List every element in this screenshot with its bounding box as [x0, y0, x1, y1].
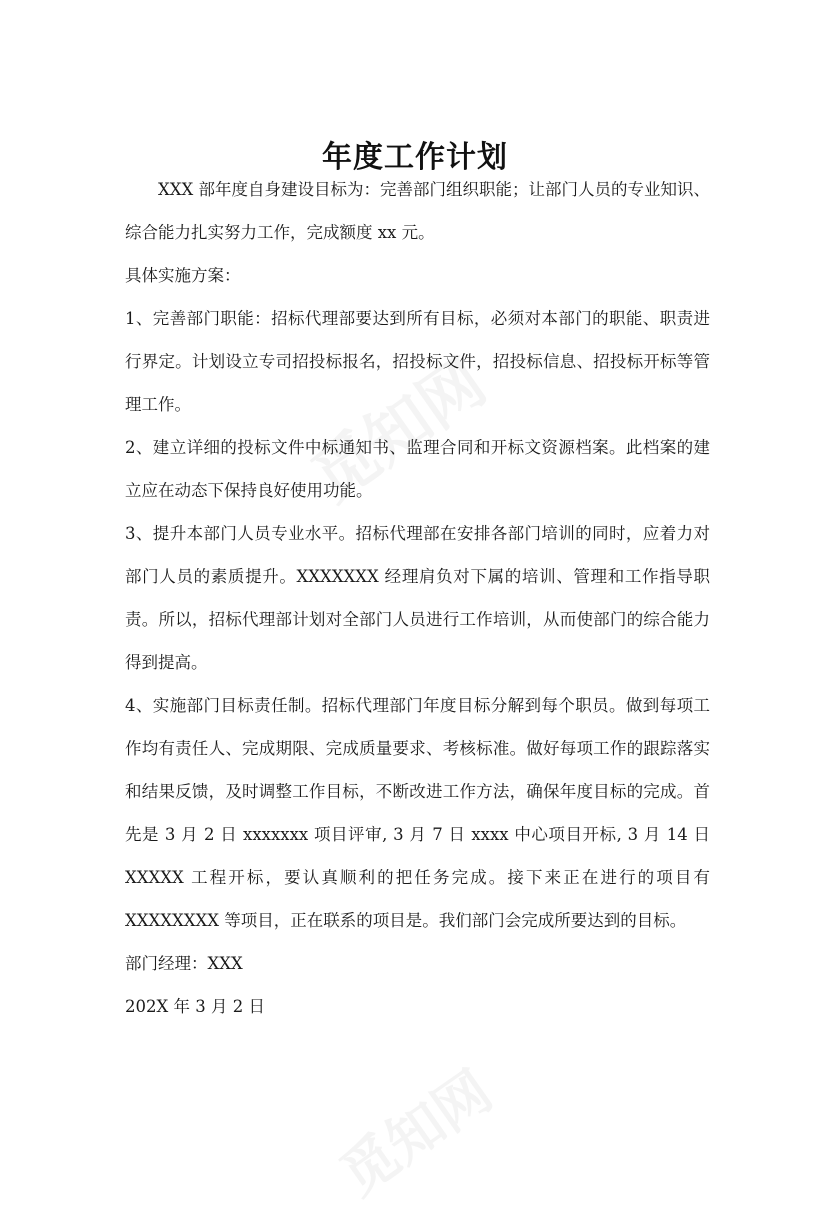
- signature-date: 202X 年 3 月 2 日: [125, 997, 265, 1016]
- document-title: 年度工作计划: [322, 140, 508, 176]
- paragraph-item-2: 2、建立详细的投标文件中标通知书、监理合同和开标文资源档案。此档案的建立应在动态下保持良好使用功能。: [125, 438, 710, 500]
- watermark-logo-bottom: [322, 1049, 506, 1211]
- paragraph-plan-heading: 具体实施方案：: [125, 266, 241, 285]
- signature-manager: 部门经理：XXX: [125, 954, 243, 973]
- document-body: [125, 168, 710, 1028]
- paragraph-item-3: 3、提升本部门人员专业水平。招标代理部在安排各部门培训的同时，应着力对部门人员的素质提升。XXXXXXX 经理肩负对下属的培训、管理和工作指导职责。所以，招标代理部计划对全部门人员进行工作培训，从而使部门的综合能力得到提高。: [125, 524, 710, 672]
- paragraph-item-1: 1、完善部门职能：招标代理部要达到所有目标，必须对本部门的职能、职责进行界定。计划设立专司招投标报名，招投标文件，招投标信息、招投标开标等管理工作。: [125, 309, 710, 414]
- paragraph-item-4: 4、实施部门目标责任制。招标代理部门年度目标分解到每个职员。做到每项工作均有责任人、完成期限、完成质量要求、考核标准。做好每项工作的跟踪落实和结果反馈，及时调整工作目标，不断改进工作方法，确保年度目标的完成。首先是 3 月 2 日 xxxxxxx 项目评审, 3 月 7 日 xxxx 中心项目开标, 3 月 14 日 XXXXX 工程开标，要认真顺利的把任务完成。接下来正在进行的项目有 XXXXXXXX 等项目，正在联系的项目是。我们部门会完成所要达到的目标。: [125, 696, 710, 930]
- paragraph-intro: XXX 部年度自身建设目标为：完善部门组织职能；让部门人员的专业知识、综合能力扎实努力工作，完成额度 xx 元。: [125, 180, 710, 242]
